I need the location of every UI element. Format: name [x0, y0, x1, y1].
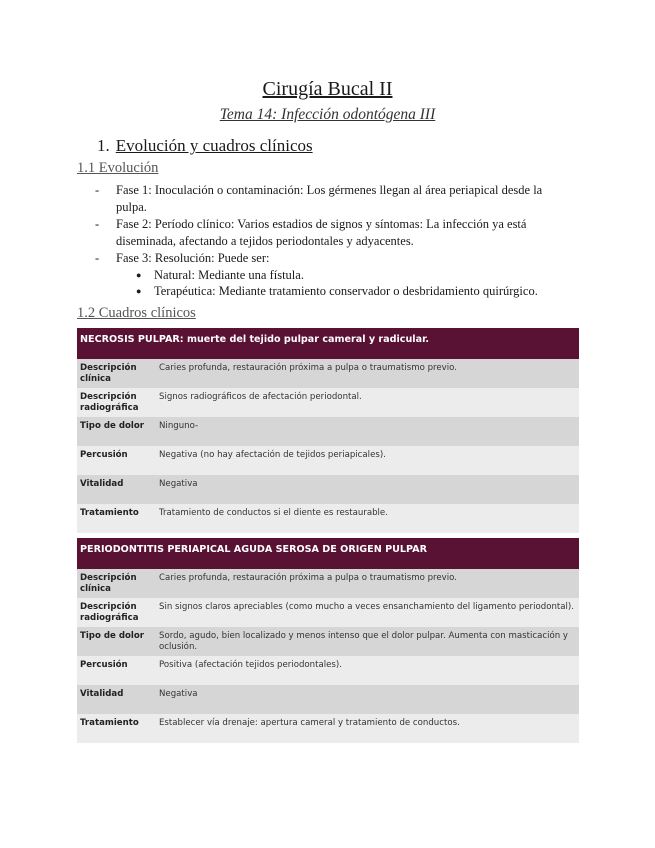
- row-value: Negativa (no hay afectación de tejidos periapicales).: [156, 446, 579, 475]
- row-value: Negativa: [156, 475, 579, 504]
- row-label: Vitalidad: [77, 475, 156, 504]
- table-header-row: [77, 328, 579, 359]
- row-label: Descripción radiográfica: [77, 598, 156, 627]
- row-label: Descripción radiográfica: [77, 388, 156, 417]
- phase-item: - Fase 2: Período clínico: Varios estadios de signos y síntomas: La infección ya está diseminada, afectando a tejidos periodontales y adyacentes.: [92, 216, 552, 249]
- document-subtitle: Tema 14: Infección odontógena III: [219, 106, 436, 123]
- resolution-option: ● Terapéutica: Mediante tratamiento conservador o desbridamiento quirúrgico.: [116, 283, 552, 300]
- row-value: Signos radiográficos de afectación periodontal.: [156, 388, 579, 417]
- row-value: Positiva (afectación tejidos periodontales).: [156, 656, 579, 685]
- table-row: [77, 685, 579, 714]
- table-row: [77, 475, 579, 504]
- row-label: Tratamiento: [77, 504, 156, 533]
- phase-item: - Fase 1: Inoculación o contaminación: Los gérmenes llegan al área periapical desde la pulpa.: [92, 182, 552, 215]
- section-number: 1.: [97, 136, 110, 155]
- table-row: [77, 359, 579, 388]
- table-row: [77, 627, 579, 656]
- table-row: [77, 388, 579, 417]
- phase-item-text: Fase 3: Resolución: Puede ser:: [116, 251, 270, 265]
- row-value: Sin signos claros apreciables (como mucho a veces ensanchamiento del ligamento periodontal).: [156, 598, 579, 627]
- resolution-option: ● Natural: Mediante una fístula.: [116, 267, 552, 284]
- phase-list: [92, 182, 552, 301]
- clinical-table-necrosis: [77, 328, 579, 533]
- table-row: [77, 569, 579, 598]
- row-value: Caries profunda, restauración próxima a pulpa o traumatismo previo.: [156, 569, 579, 598]
- row-value: Sordo, agudo, bien localizado y menos intenso que el dolor pulpar. Aumenta con masticación y oclusión.: [156, 627, 579, 656]
- subsection-heading-cuadros: 1.2 Cuadros clínicos: [77, 305, 196, 321]
- table-header: NECROSIS PULPAR: muerte del tejido pulpar cameral y radicular.: [77, 328, 579, 359]
- table-row: [77, 446, 579, 475]
- table-row: [77, 417, 579, 446]
- section-title: Evolución y cuadros clínicos: [115, 136, 313, 155]
- table-row: [77, 656, 579, 685]
- row-label: Tratamiento: [77, 714, 156, 743]
- row-label: Descripción clínica: [77, 359, 156, 388]
- subsection-heading-evolucion: 1.1 Evolución: [77, 160, 159, 176]
- row-label: Percusión: [77, 446, 156, 475]
- row-value: Tratamiento de conductos si el diente es restaurable.: [156, 504, 579, 533]
- row-label: Percusión: [77, 656, 156, 685]
- row-label: Tipo de dolor: [77, 417, 156, 446]
- phase-item: [92, 250, 552, 300]
- row-value: Ninguno-: [156, 417, 579, 446]
- table-row: [77, 504, 579, 533]
- row-label: Descripción clínica: [77, 569, 156, 598]
- row-label: Tipo de dolor: [77, 627, 156, 656]
- row-label: Vitalidad: [77, 685, 156, 714]
- resolution-options: [116, 267, 552, 300]
- row-value: Establecer vía drenaje: apertura cameral y tratamiento de conductos.: [156, 714, 579, 743]
- table-row: [77, 598, 579, 627]
- table-header: PERIODONTITIS PERIAPICAL AGUDA SEROSA DE ORIGEN PULPAR: [77, 538, 579, 569]
- table-header-row: [77, 538, 579, 569]
- document-title: Cirugía Bucal II: [262, 78, 393, 100]
- section-heading: [97, 136, 313, 156]
- row-value: Caries profunda, restauración próxima a pulpa o traumatismo previo.: [156, 359, 579, 388]
- clinical-table-periodontitis: [77, 538, 579, 743]
- table-row: [77, 714, 579, 743]
- row-value: Negativa: [156, 685, 579, 714]
